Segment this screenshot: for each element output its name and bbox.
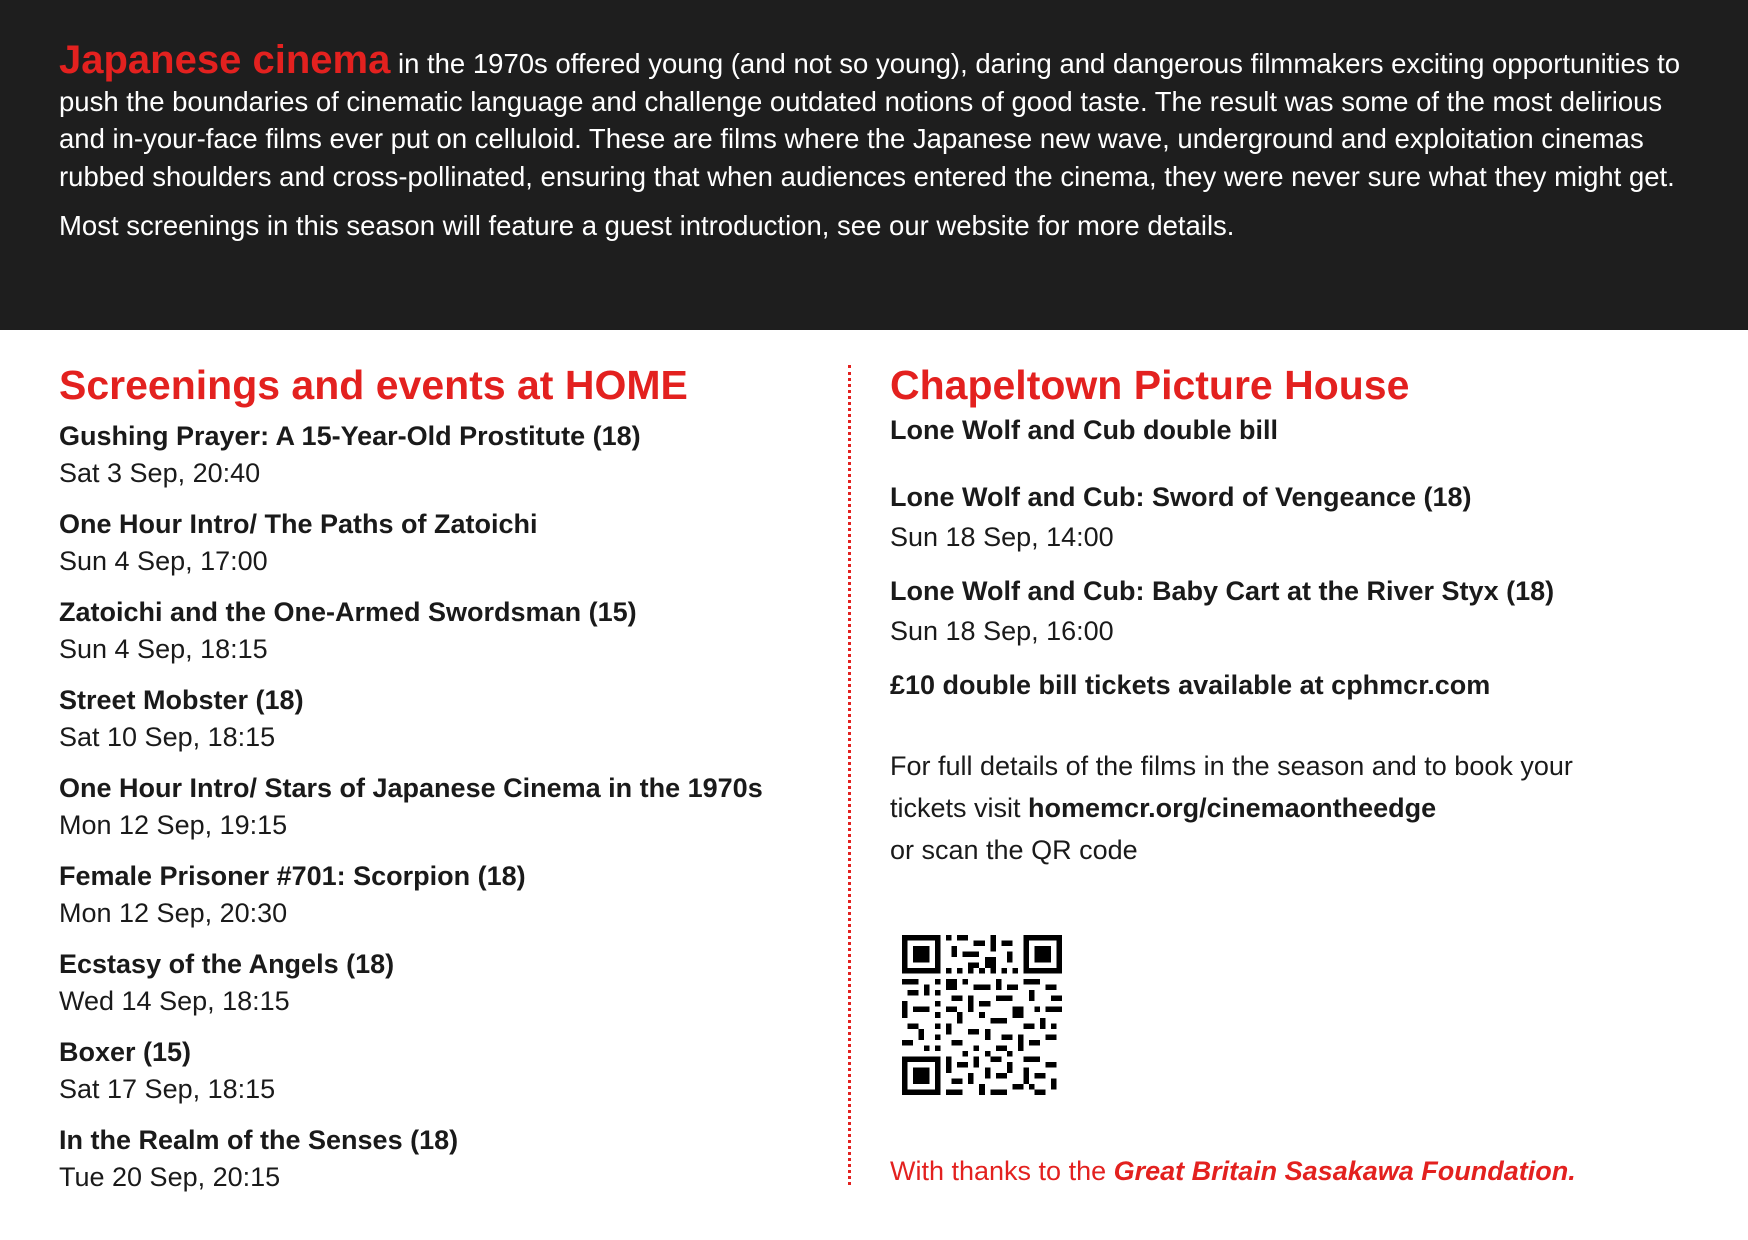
thanks-prefix: With thanks to the (890, 1156, 1114, 1186)
list-item (59, 418, 839, 492)
booking-info (890, 745, 1690, 871)
event-title: Lone Wolf and Cub: Sword of Vengeance (18) (890, 482, 1472, 512)
intro-band (0, 0, 1748, 330)
list-item (59, 770, 839, 844)
list-item (59, 682, 839, 756)
intro-paragraph (59, 38, 1692, 195)
event-date: Tue 20 Sep, 20:15 (59, 1162, 281, 1192)
event-date: Sat 3 Sep, 20:40 (59, 458, 261, 488)
event-date: Sun 4 Sep, 18:15 (59, 634, 268, 664)
event-title: Zatoichi and the One-Armed Swordsman (15) (59, 597, 637, 627)
chapeltown-event-list (890, 477, 1690, 651)
event-date: Sun 4 Sep, 17:00 (59, 546, 268, 576)
list-item (890, 477, 1690, 557)
event-title: In the Realm of the Senses (18) (59, 1125, 459, 1155)
event-date: Mon 12 Sep, 20:30 (59, 898, 288, 928)
info-line-2 (890, 787, 1690, 829)
website-link[interactable]: homemcr.org/cinemaontheedge (1028, 793, 1437, 823)
list-item (59, 506, 839, 580)
intro-lead: Japanese cinema (59, 38, 391, 82)
list-item (890, 571, 1690, 651)
double-bill-subtitle: Lone Wolf and Cub double bill (890, 415, 1278, 445)
chapeltown-column (890, 360, 1690, 1186)
intro-text: in the 1970s offered young (and not so young), daring and dangerous filmmakers exciting opportunities to push the boundaries of cinematic language and challenge outdated notions of good taste. The result was some of the most delirious and in-your-face films ever put on celluloid. These are films where the Japanese new wave, underground and exploitation cinemas rubbed shoulders and cross-pollinated, ensuring that when audiences entered the cinema, they were never sure what they might get. (59, 48, 1681, 192)
foundation-name: Great Britain Sasakawa Foundation. (1113, 1156, 1576, 1186)
list-item (59, 1034, 839, 1108)
info-line-3: or scan the QR code (890, 835, 1138, 865)
thanks-line (890, 1151, 1576, 1191)
list-item (59, 858, 839, 932)
home-heading: Screenings and events at HOME (59, 362, 688, 408)
tickets-note: £10 double bill tickets available at cphmcr.com (890, 670, 1491, 700)
intro-note: Most screenings in this season will feature a guest introduction, see our website for more details. (59, 210, 1235, 241)
event-title: Street Mobster (18) (59, 685, 304, 715)
list-item (59, 594, 839, 668)
list-item (59, 1122, 839, 1196)
event-title: Lone Wolf and Cub: Baby Cart at the River Styx (18) (890, 576, 1555, 606)
column-divider (848, 365, 851, 1185)
event-date: Mon 12 Sep, 19:15 (59, 810, 288, 840)
chapeltown-heading: Chapeltown Picture House (890, 362, 1410, 408)
event-title: Boxer (15) (59, 1037, 192, 1067)
home-event-list (59, 418, 839, 1196)
list-item (59, 946, 839, 1020)
event-title: Gushing Prayer: A 15-Year-Old Prostitute (18) (59, 421, 641, 451)
event-date: Wed 14 Sep, 18:15 (59, 986, 290, 1016)
event-title: One Hour Intro/ The Paths of Zatoichi (59, 509, 538, 539)
event-title: One Hour Intro/ Stars of Japanese Cinema in the 1970s (59, 773, 763, 803)
info-line-2-prefix: tickets visit (890, 793, 1029, 823)
event-date: Sun 18 Sep, 16:00 (890, 616, 1114, 646)
home-column (59, 360, 839, 1210)
event-date: Sat 10 Sep, 18:15 (59, 722, 276, 752)
event-date: Sun 18 Sep, 14:00 (890, 522, 1114, 552)
qr-code-icon[interactable] (902, 935, 1062, 1095)
event-date: Sat 17 Sep, 18:15 (59, 1074, 276, 1104)
info-line-1: For full details of the films in the season and to book your (890, 751, 1573, 781)
event-title: Ecstasy of the Angels (18) (59, 949, 395, 979)
event-title: Female Prisoner #701: Scorpion (18) (59, 861, 526, 891)
